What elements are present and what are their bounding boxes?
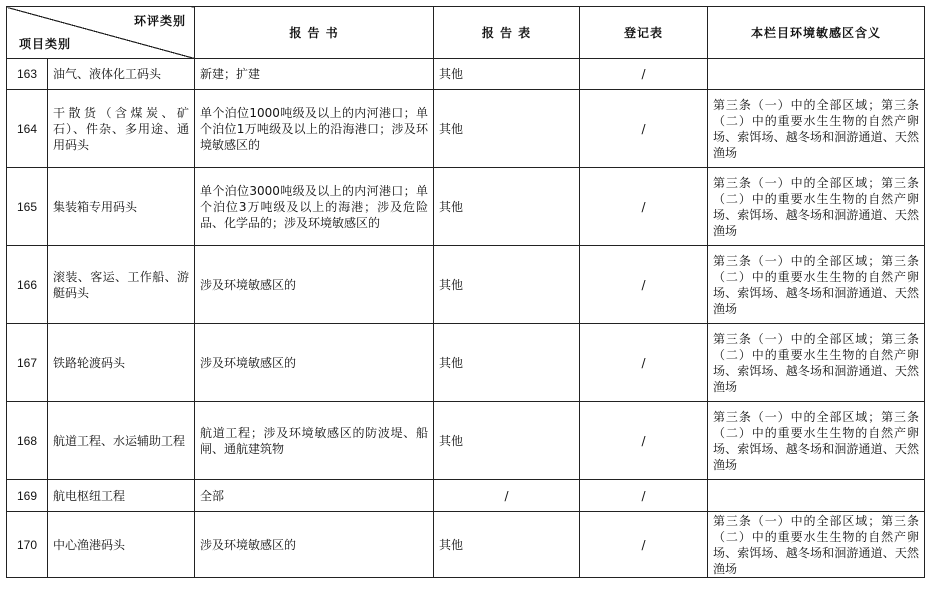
header-report-form: 报 告 表: [434, 7, 580, 59]
sensitive-area-cell: 第三条（一）中的全部区域；第三条（二）中的重要水生生物的自然产卵场、索饵场、越冬场和洄游通道、天然渔场: [708, 168, 925, 246]
report-form-cell: 其他: [434, 90, 580, 168]
project-category: 中心渔港码头: [48, 512, 195, 578]
sensitive-area-cell: 第三条（一）中的全部区域；第三条（二）中的重要水生生物的自然产卵场、索饵场、越冬场和洄游通道、天然渔场: [708, 402, 925, 480]
report-book-cell: 涉及环境敏感区的: [195, 512, 434, 578]
table-row: [7, 246, 925, 324]
row-number: 167: [7, 324, 48, 402]
registration-cell: /: [580, 168, 708, 246]
row-number: 170: [7, 512, 48, 578]
table-row: [7, 168, 925, 246]
report-form-cell: 其他: [434, 402, 580, 480]
report-form-cell: 其他: [434, 168, 580, 246]
header-corner-assessment-category: 环评类别: [133, 14, 186, 28]
table-row: [7, 59, 925, 90]
row-number: 163: [7, 59, 48, 90]
environmental-assessment-table: [6, 6, 925, 578]
row-number: 169: [7, 480, 48, 512]
report-form-cell: 其他: [434, 59, 580, 90]
header-sensitive-meaning: 本栏目环境敏感区含义: [708, 7, 925, 59]
project-category: 航道工程、水运辅助工程: [48, 402, 195, 480]
report-form-cell: /: [434, 480, 580, 512]
registration-cell: /: [580, 324, 708, 402]
header-corner-project-category: 项目类别: [19, 37, 72, 51]
table-row: [7, 90, 925, 168]
header-corner-cell: [7, 7, 195, 59]
project-category: 干散货（含煤炭、矿石）、件杂、多用途、通用码头: [48, 90, 195, 168]
table-row: [7, 324, 925, 402]
sensitive-area-cell: 第三条（一）中的全部区域；第三条（二）中的重要水生生物的自然产卵场、索饵场、越冬场和洄游通道、天然渔场: [708, 512, 925, 578]
project-category: 滚装、客运、工作船、游艇码头: [48, 246, 195, 324]
table-header-row: [7, 7, 925, 59]
row-number: 165: [7, 168, 48, 246]
header-registration: 登记表: [580, 7, 708, 59]
registration-cell: /: [580, 402, 708, 480]
row-number: 164: [7, 90, 48, 168]
table-row: [7, 512, 925, 578]
registration-cell: /: [580, 480, 708, 512]
header-report-book: 报 告 书: [195, 7, 434, 59]
project-category: 油气、液体化工码头: [48, 59, 195, 90]
row-number: 166: [7, 246, 48, 324]
sensitive-area-cell: 第三条（一）中的全部区域；第三条（二）中的重要水生生物的自然产卵场、索饵场、越冬场和洄游通道、天然渔场: [708, 90, 925, 168]
report-book-cell: 涉及环境敏感区的: [195, 324, 434, 402]
report-book-cell: 涉及环境敏感区的: [195, 246, 434, 324]
report-book-cell: 新建；扩建: [195, 59, 434, 90]
project-category: 集装箱专用码头: [48, 168, 195, 246]
table-row: [7, 480, 925, 512]
registration-cell: /: [580, 59, 708, 90]
report-form-cell: 其他: [434, 246, 580, 324]
registration-cell: /: [580, 246, 708, 324]
report-book-cell: 航道工程；涉及环境敏感区的防波堤、船闸、通航建筑物: [195, 402, 434, 480]
table-row: [7, 402, 925, 480]
sensitive-area-cell: 第三条（一）中的全部区域；第三条（二）中的重要水生生物的自然产卵场、索饵场、越冬场和洄游通道、天然渔场: [708, 324, 925, 402]
report-book-cell: 单个泊位1000吨级及以上的内河港口；单个泊位1万吨级及以上的沿海港口；涉及环境敏感区的: [195, 90, 434, 168]
report-book-cell: 全部: [195, 480, 434, 512]
report-form-cell: 其他: [434, 324, 580, 402]
report-form-cell: 其他: [434, 512, 580, 578]
registration-cell: /: [580, 90, 708, 168]
sensitive-area-cell: [708, 59, 925, 90]
row-number: 168: [7, 402, 48, 480]
registration-cell: /: [580, 512, 708, 578]
project-category: 铁路轮渡码头: [48, 324, 195, 402]
sensitive-area-cell: [708, 480, 925, 512]
report-book-cell: 单个泊位3000吨级及以上的内河港口；单个泊位3万吨级及以上的海港；涉及危险品、化学品的；涉及环境敏感区的: [195, 168, 434, 246]
sensitive-area-cell: 第三条（一）中的全部区域；第三条（二）中的重要水生生物的自然产卵场、索饵场、越冬场和洄游通道、天然渔场: [708, 246, 925, 324]
project-category: 航电枢纽工程: [48, 480, 195, 512]
